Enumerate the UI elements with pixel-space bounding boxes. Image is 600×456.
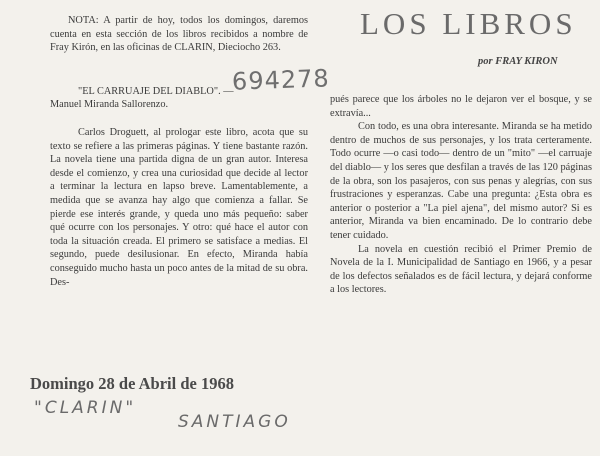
section-title: LOS LIBROS [360, 6, 577, 41]
publication-date: Domingo 28 de Abril de 1968 [30, 374, 234, 393]
handwritten-source: "CLARIN" [34, 398, 137, 418]
handwritten-number: 694278 [231, 64, 331, 96]
review-paragraph-2: Con todo, es una obra interesante. Miranda se ha metido dentro de muchos de sus personajes, y los trata certeramente. Todo ocurre —o casi todo— dentro de un "mito" —el carruaje del diablo— y los seres que desfilan a través de las 120 páginas de la obra, son los pasajeros, con sus penas y alegrías, con sus frustraciones y esperanzas. Cabe una pregunta: ¿Esta obra es anterior o posterior a "La piel ajena", del mismo autor? Si es anterior, Miranda va bien encaminado. De lo contrario debe tener cuidado. [330, 121, 592, 241]
right-column [330, 93, 592, 297]
handwritten-city: SANTIAGO [178, 412, 291, 432]
byline: por FRAY KIRON [478, 56, 558, 67]
book-title: "EL CARRUAJE DEL DIABLO". — [78, 85, 234, 97]
review-paragraph-1-continued: pués parece que los árboles no le dejaron ver el bosque, y se extravía... [330, 94, 592, 119]
left-column [50, 14, 308, 289]
review-paragraph-1: Carlos Droguett, al prologar este libro, acota que su texto se refiere a las primeras páginas. Y tiene bastante razón. La novela tiene una partida digna de un gran autor. Interesa desde el comienzo, y crea una curiosidad que decide al lector a terminar la lectura en lapso breve. Lamentablemente, a medida que se avanza hay algo que comienza a fallar. Se pierde ese interés grande, y queda uno más pequeño: saber qué ocurre con los personajes. Y otro: qué hace el autor con toda la situación creada. El primero se satisface a medias. El segundo, puede desilusionar. En efecto, Miranda había conseguido mucho hasta un poco antes de la mitad de su obra. Des- [50, 126, 308, 288]
book-author: Manuel Miranda Sallorenzo. [50, 99, 169, 111]
notice-paragraph: NOTA: A partir de hoy, todos los domingos, daremos cuenta en esta sección de los libros recibidos a nombre de Fray Kirón, en las oficinas de CLARIN, Dieciocho 263. [50, 15, 308, 54]
review-paragraph-3: La novela en cuestión recibió el Primer Premio de Novela de la I. Municipalidad de Santiago en 1966, y a pesar de los defectos señalados es de fácil lectura, y dejará conforme a los lectores. [330, 243, 592, 296]
